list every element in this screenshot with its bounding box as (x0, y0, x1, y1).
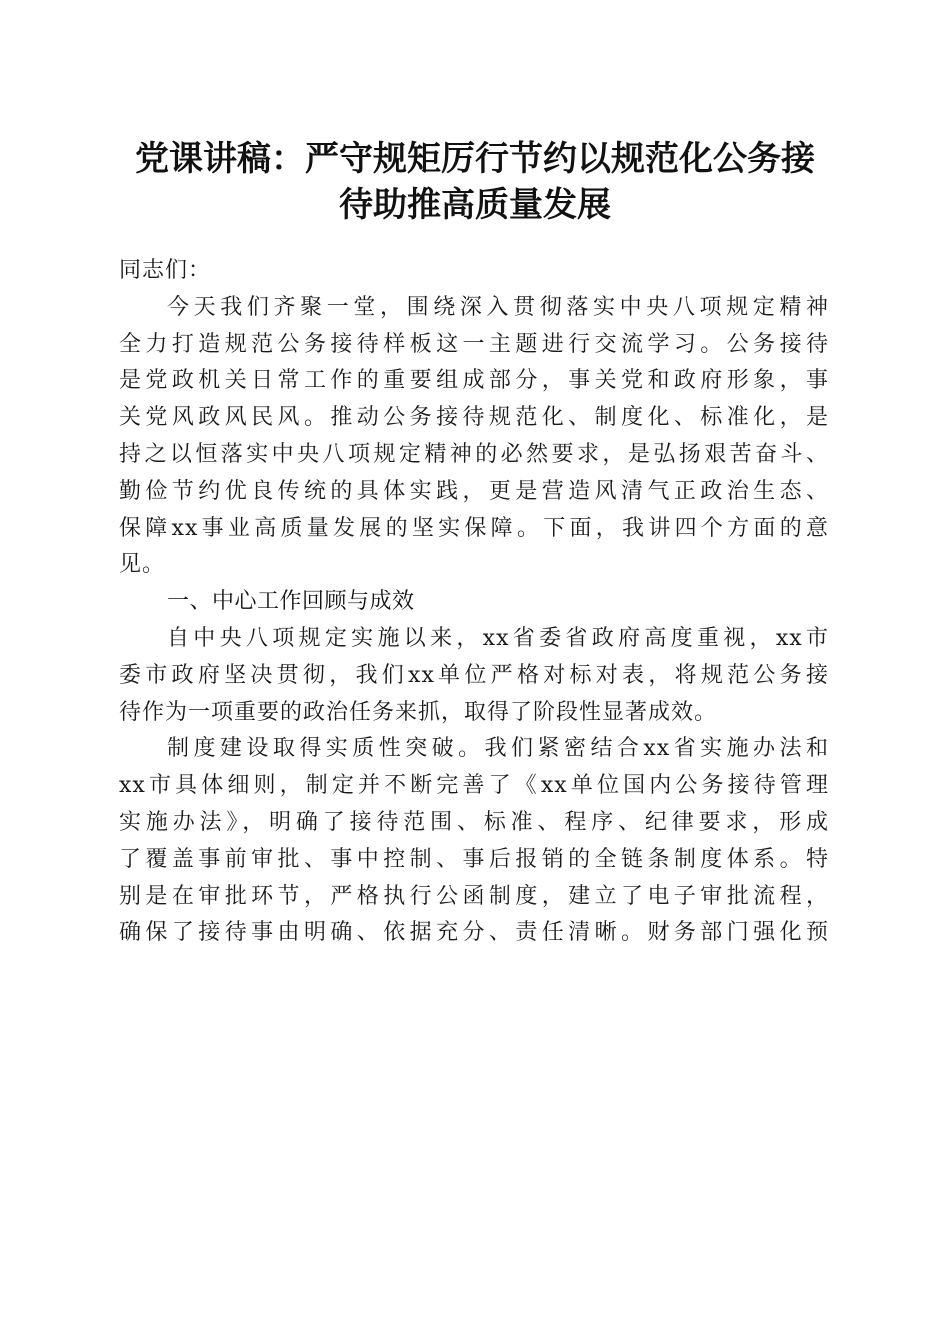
paragraph-line: 确保了接待事由明确、依据充分、责任清晰。财务部门强化预 (119, 920, 829, 946)
document-body (119, 253, 829, 952)
paragraph-line: 关党风政风民风。推动公务接待规范化、制度化、标准化，是 (119, 405, 829, 431)
paragraph-line: xx市具体细则，制定并不断完善了《xx单位国内公务接待管理 (119, 773, 829, 799)
paragraph-line: 保障xx事业高质量发展的坚实保障。下面，我讲四个方面的意 (119, 515, 829, 541)
salutation: 同志们： (119, 258, 212, 283)
paragraph-line: 勤俭节约优良传统的具体实践，更是营造风清气正政治生态、 (119, 478, 829, 504)
document-title (110, 136, 840, 228)
paragraph-line: 别是在审批环节，严格执行公函制度，建立了电子审批流程， (119, 883, 829, 909)
paragraph-line: 制度建设取得实质性突破。我们紧密结合xx省实施办法和 (167, 736, 829, 762)
paragraph-line: 自中央八项规定实施以来，xx省委省政府高度重视，xx市 (167, 625, 829, 651)
paragraph-line: 待作为一项重要的政治任务来抓，取得了阶段性显著成效。 (119, 699, 718, 725)
paragraph-line: 是党政机关日常工作的重要组成部分，事关党和政府形象，事 (119, 368, 829, 394)
paragraph-line: 全力打造规范公务接待样板这一主题进行交流学习。公务接待 (119, 331, 829, 357)
paragraph-review (119, 621, 829, 731)
paragraph-line: 今天我们齐聚一堂，围绕深入贯彻落实中央八项规定精神 (167, 294, 829, 320)
paragraph-line: 了覆盖事前审批、事中控制、事后报销的全链条制度体系。特 (119, 846, 829, 872)
title-line-2: 待助推高质量发展 (339, 185, 611, 225)
paragraph-line: 持之以恒落实中央八项规定精神的必然要求，是弘扬艰苦奋斗、 (119, 441, 829, 467)
paragraph-system-building (119, 731, 829, 952)
paragraph-intro (119, 290, 829, 584)
title-line-1: 党课讲稿：严守规矩厉行节约以规范化公务接 (135, 139, 815, 179)
paragraph-line: 委市政府坚决贯彻，我们xx单位严格对标对表，将规范公务接 (119, 662, 829, 688)
paragraph-line: 见。 (119, 552, 166, 578)
section-heading: 一、中心工作回顾与成效 (167, 589, 415, 615)
paragraph-line: 实施办法》，明确了接待范围、标准、程序、纪律要求，形成 (119, 809, 829, 835)
